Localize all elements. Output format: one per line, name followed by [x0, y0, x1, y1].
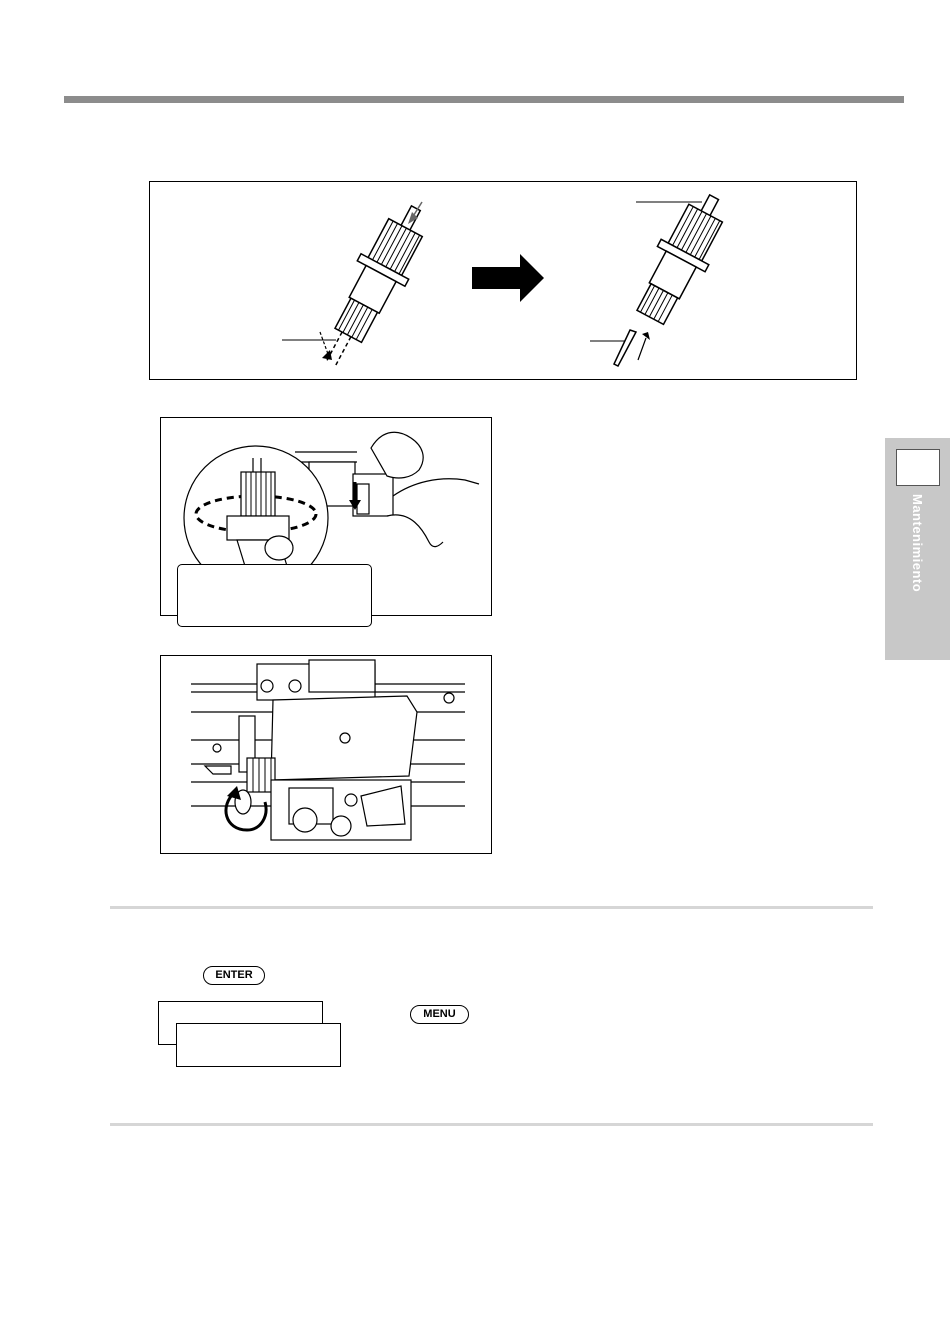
section-divider-bottom [110, 1123, 873, 1126]
chapter-number-box [896, 449, 940, 486]
section-side-tab [885, 438, 950, 660]
section-divider-top [110, 906, 873, 909]
header-rule [64, 96, 904, 103]
menu-key-button: MENU [410, 1005, 469, 1024]
blade-holder-right [590, 185, 738, 366]
enter-key-button: ENTER [203, 966, 265, 985]
blade-holder-left [282, 196, 440, 378]
screw-tighten-figure [160, 655, 492, 854]
blade-holder-illustration [150, 182, 856, 379]
side-tab-label: Mantenimiento [910, 494, 925, 593]
callout-box [177, 564, 372, 627]
lcd-display-front [176, 1023, 341, 1067]
carriage-screw-illustration [161, 656, 491, 853]
arrow-right-icon [472, 254, 544, 302]
blade-replacement-figure [149, 181, 857, 380]
